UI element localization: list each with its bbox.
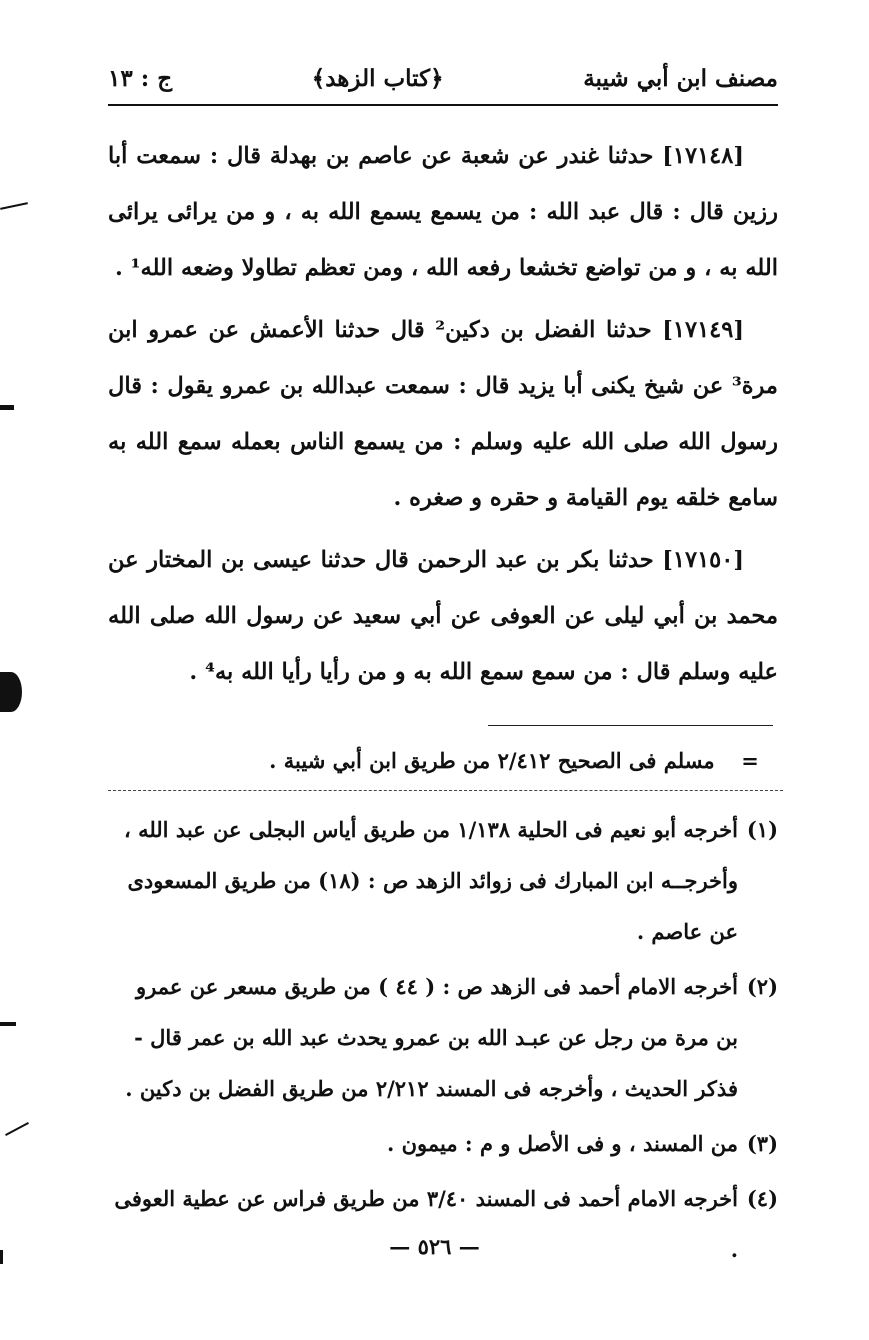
hadith-text: حدثنا غندر عن شعبة عن عاصم بن بهدلة قال : سمعت أبا رزين قال : قال عبد الله : من يسمع يسمع الله به ، و من يرائى يرائى الله به ، و من تواضع تخشعا رفعه الله ، ومن تعظم تطاولا وضعه الله¹ . bbox=[108, 143, 778, 281]
book-title: مصنف ابن أبي شيبة bbox=[583, 64, 778, 92]
footnote-number: (٤) bbox=[746, 1186, 778, 1211]
footnote-text: أخرجه الامام أحمد فى المسند ٣/٤٠ من طريق فراس عن عطية العوفى . bbox=[114, 1186, 738, 1262]
scan-mark bbox=[0, 1022, 16, 1026]
scan-mark bbox=[5, 1122, 29, 1136]
hadith-paragraph bbox=[108, 532, 778, 700]
scan-mark bbox=[0, 202, 28, 210]
footnote-text: أخرجه أبو نعيم فى الحلية ١/١٣٨ من طريق أياس البجلى عن عبد الله ، وأخرجــه ابن المبارك فى زوائد الزهد ص : (١٨) من طريق المسعودى عن عاصم . bbox=[123, 817, 738, 944]
scan-mark bbox=[0, 1250, 3, 1264]
main-text bbox=[108, 128, 778, 706]
header-rule bbox=[108, 104, 778, 106]
footnote bbox=[108, 961, 778, 1114]
scan-mark bbox=[0, 672, 22, 712]
footnote-number: (٣) bbox=[746, 1131, 778, 1156]
footnote bbox=[108, 1173, 778, 1275]
continuation-marker: = bbox=[741, 748, 759, 773]
section-title: ﴿كتاب الزهد﴾ bbox=[311, 64, 444, 92]
footnote bbox=[108, 1118, 778, 1169]
hadith-paragraph bbox=[108, 302, 778, 526]
hadith-number: [١٧١٤٩] bbox=[662, 317, 744, 343]
hadith-text: حدثنا بكر بن عبد الرحمن قال حدثنا عيسى بن المختار عن محمد بن أبي ليلى عن العوفى عن أبي سعيد عن رسول الله صلى الله عليه وسلم قال : من سمع سمع الله به و من رأيا رأيا الله به⁴ . bbox=[108, 547, 778, 685]
footnote bbox=[108, 804, 778, 957]
footnote-separator bbox=[488, 725, 773, 726]
hadith-paragraph bbox=[108, 128, 778, 296]
footnote-text: من المسند ، و فى الأصل و م : ميمون . bbox=[386, 1131, 738, 1156]
page-number: — ٥٢٦ — bbox=[389, 1234, 480, 1259]
volume-number: ج : ١٣ bbox=[108, 64, 173, 92]
hadith-number: [١٧١٥٠] bbox=[662, 547, 744, 573]
footnote-dashed-rule bbox=[108, 790, 783, 791]
hadith-text: حدثنا الفضل بن دكين² قال حدثنا الأعمش عن عمرو ابن مرة³ عن شيخ يكنى أبا يزيد قال : سمعت عبدالله بن عمرو يقول : قال رسول الله صلى الله عليه وسلم : من يسمع الناس بعمله سمع الله به سامع خلقه يوم القيامة و حقره و صغره . bbox=[108, 317, 778, 511]
footnote-text: أخرجه الامام أحمد فى الزهد ص : ( ٤٤ ) من طريق مسعر عن عمرو بن مرة من رجل عن عبـد الله بن عمرو يحدث عبد الله بن عمر قال - فذكر الحديث ، وأخرجه فى المسند ٢/٢١٢ من طريق الفضل بن دكين . bbox=[125, 974, 738, 1101]
footnote-number: (١) bbox=[746, 817, 778, 842]
scan-mark bbox=[0, 405, 14, 410]
hadith-number: [١٧١٤٨] bbox=[662, 143, 744, 169]
footnote-continuation bbox=[108, 744, 778, 778]
footnote-number: (٢) bbox=[746, 974, 778, 999]
continuation-text: مسلم فى الصحيح ٢/٤١٢ من طريق ابن أبي شيبة . bbox=[269, 748, 715, 773]
footnotes bbox=[108, 804, 778, 1279]
running-header bbox=[108, 56, 778, 100]
